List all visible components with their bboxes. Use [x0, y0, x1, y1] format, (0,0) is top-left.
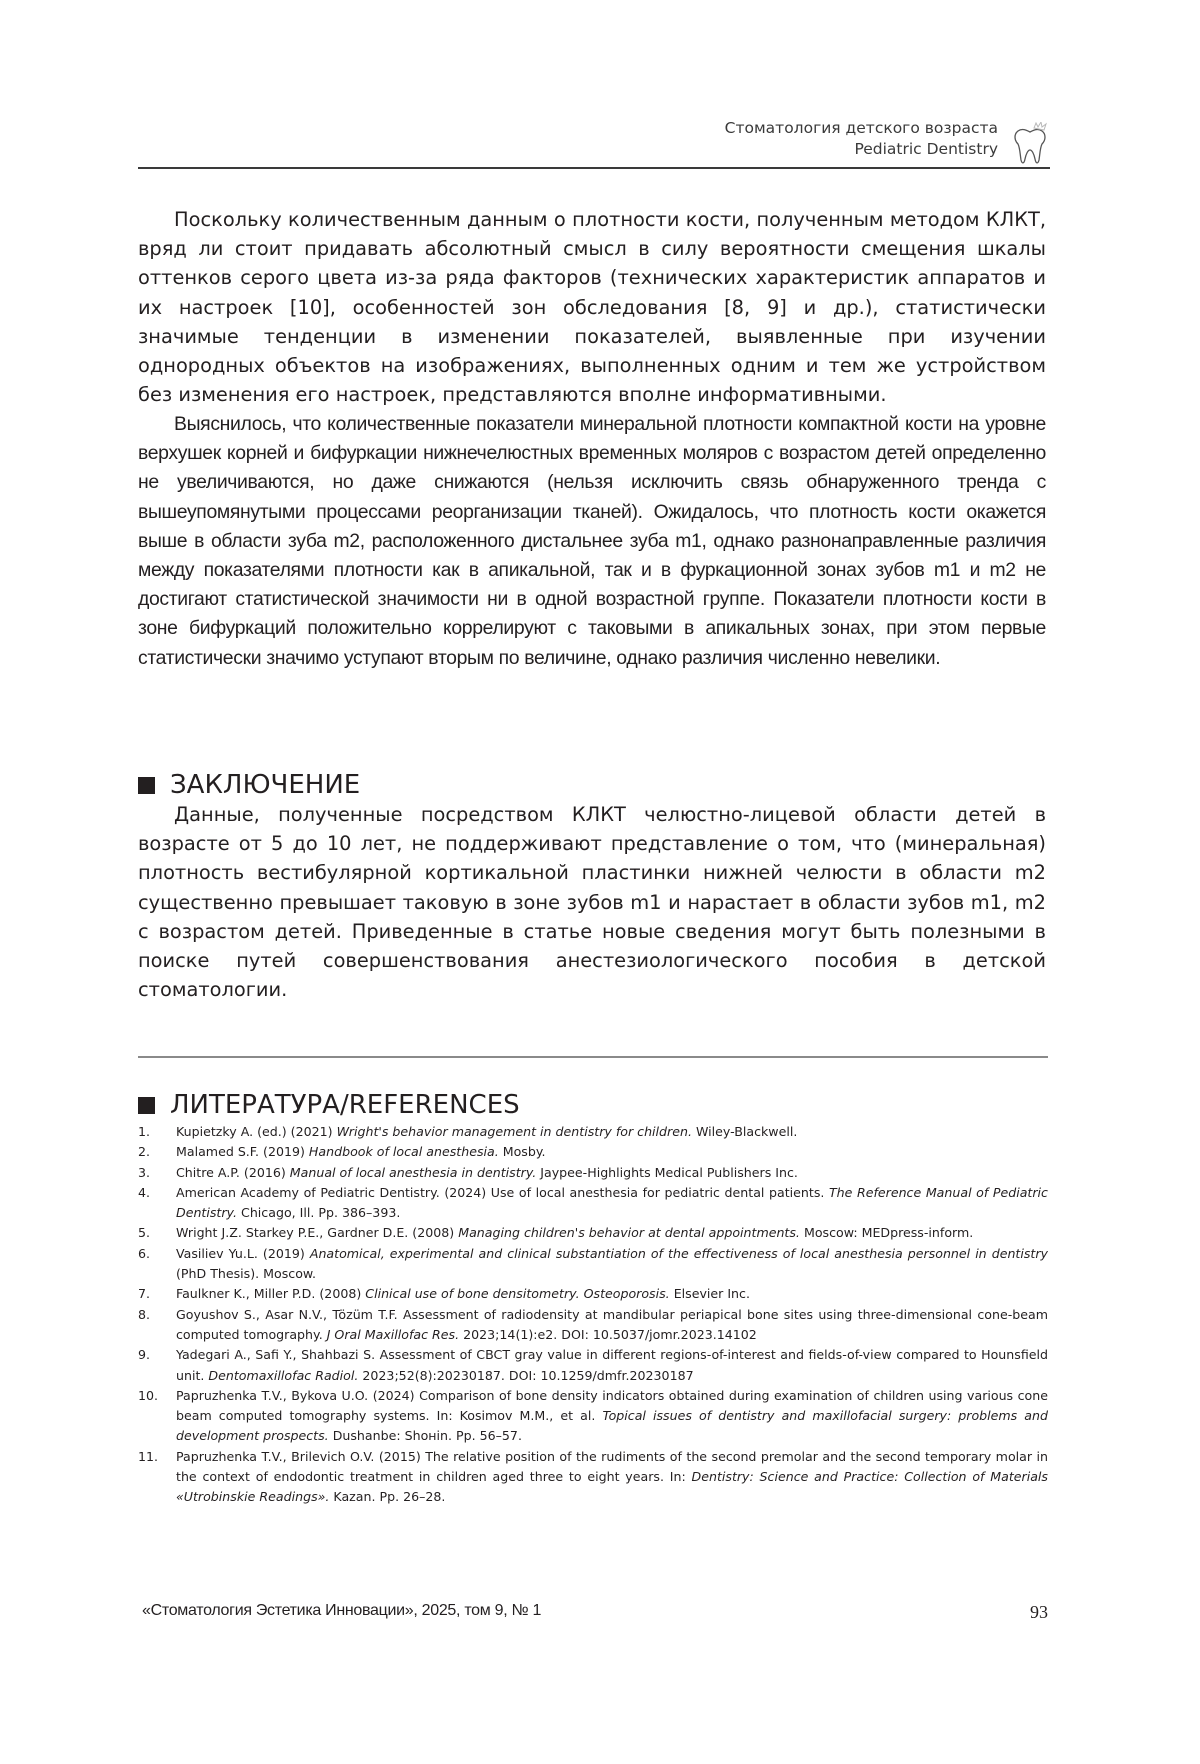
reference-item	[138, 1284, 1048, 1304]
reference-number: 3.	[138, 1164, 151, 1180]
header-title-en: Pediatric Dentistry	[854, 140, 998, 158]
reference-text: Faulkner K., Miller P.D. (2008)	[176, 1286, 366, 1302]
reference-item	[138, 1244, 1048, 1285]
conclusion-heading	[138, 770, 360, 800]
square-bullet-icon	[138, 777, 155, 794]
reference-number: 1.	[138, 1124, 151, 1139]
reference-number: 11.	[138, 1448, 159, 1464]
reference-publisher: 2023;14(1):e2. DOI: 10.5037/jomr.2023.14102	[459, 1326, 757, 1342]
reference-item	[138, 1386, 1048, 1447]
section-separator	[138, 1056, 1048, 1058]
reference-title: J Oral Maxillofac Res.	[326, 1326, 460, 1342]
reference-text: Papruzhenka T.V., Bykova U.O. (2024) Comparison of bone density indicators obtained during examination of children using various cone beam computed tomography systems. In: Kosimov M.M., et al.	[176, 1387, 1048, 1424]
header-rule	[138, 167, 1050, 169]
paragraph-text: Поскольку количественным данным о плотности кости, полученным методом КЛКТ, вряд ли стоит придавать абсолютный смысл в силу вероятности смещения шкалы оттенков серого цвета из-за ряда факторов (технических характеристик аппаратов и их настроек [10], особенностей зон обследования [8, 9] и др.), статистически значимые тенденции в изменении показателей, выявленные при изучении однородных объектов на изображениях, выполненных одним и тем же устройством без изменения его настроек, представляются вполне информативными.	[138, 208, 1046, 407]
reference-text: Wright J.Z. Starkey P.E., Gardner D.E. (2008)	[176, 1225, 459, 1241]
reference-number: 2.	[138, 1144, 151, 1160]
reference-publisher: Jaypee-Highlights Medical Publishers Inc.	[536, 1164, 798, 1180]
page-footer	[138, 1602, 1048, 1624]
running-header	[138, 118, 1050, 168]
reference-publisher: 2023;52(8):20230187. DOI: 10.1259/dmfr.20230187	[358, 1367, 694, 1383]
header-title	[725, 118, 998, 160]
references-heading-text: ЛИТЕРАТУРА/REFERENCES	[170, 1090, 520, 1120]
header-title-ru: Стоматология детского возраста	[724, 119, 998, 137]
reference-publisher: (PhD Thesis). Moscow.	[176, 1266, 317, 1282]
reference-title: Managing children's behavior at dental appointments.	[458, 1225, 800, 1241]
reference-text: Goyushov S., Asar N.V., Tözüm T.F. Assessment of radiodensity at mandibular periapical bone sites using three-dimensional cone-beam computed tomography.	[176, 1306, 1048, 1342]
reference-item	[138, 1447, 1048, 1508]
reference-title: Manual of local anesthesia in dentistry.	[289, 1164, 537, 1180]
paragraph-text: Данные, полученные посредством КЛКТ челюстно-лицевой области детей в возрасте от 5 до 10 лет, не поддерживают представление о том, что (минеральная) плотность вестибулярной кортикальной пластинки нижней челюсти в области m2 существенно превышает таковую в зоне зубов m1 и нарастает в области зубов m1, m2 с возрастом детей. Приведенные в статье новые сведения могут быть полезными в поиске путей совершенствования анестезиологического пособия в детской стоматологии.	[138, 803, 1046, 1002]
reference-item	[138, 1142, 1048, 1162]
reference-item	[138, 1183, 1048, 1224]
reference-text: Kupietzky A. (ed.) (2021)	[176, 1124, 337, 1139]
body-paragraph-1	[138, 205, 1046, 409]
reference-publisher: Elsevier Inc.	[669, 1286, 750, 1302]
reference-number: 8.	[138, 1306, 151, 1322]
reference-text: American Academy of Pediatric Dentistry. (2024) Use of local anesthesia for pediatric dental patients.	[176, 1184, 829, 1200]
reference-publisher: Dushanbe: Shoнin. Pp. 56–57.	[328, 1428, 522, 1444]
references-heading	[138, 1090, 520, 1120]
reference-title: The Reference Manual of Pediatric Dentistry.	[176, 1184, 1048, 1221]
reference-item	[138, 1223, 1048, 1243]
reference-number: 4.	[138, 1184, 151, 1200]
reference-title: Handbook of local anesthesia.	[308, 1144, 499, 1160]
reference-item	[138, 1163, 1048, 1183]
journal-citation: «Стоматология Эстетика Инновации», 2025, том 9, № 1	[142, 1602, 542, 1619]
reference-item	[138, 1122, 1048, 1142]
reference-publisher: Moscow: MEDpress-inform.	[799, 1225, 974, 1241]
reference-number: 9.	[138, 1347, 151, 1363]
reference-title: Dentistry: Science and Practice: Collection of Materials «Utrobinskie Readings».	[176, 1469, 1048, 1505]
paragraph-text: Выяснилось, что количественные показатели минеральной плотности компактной кости на уровне верхушек корней и бифуркации нижнечелюстных временных моляров с возрастом детей определенно не увеличиваются, но даже снижаются (нельзя исключить связь обнаруженного тренда с вышеупомянутыми процессами реорганизации тканей). Ожидалось, что плотность кости окажется выше в области зуба m2, расположенного дистальнее зуба m1, однако разнонаправленные различия между показателями плотности как в апикальной, так и в фуркационной зонах зубов m1 и m2 не достигают статистической значимости ни в одной возрастной группе. Показатели плотности кости в зоне бифуркаций положительно коррелируют с таковыми в апикальных зонах, при этом первые статистически значимо уступают вторым по величине, однако различия численно невелики.	[138, 413, 1046, 669]
reference-title: Wright's behavior management in dentistry for children.	[336, 1124, 692, 1139]
square-bullet-icon	[138, 1097, 155, 1114]
conclusion-heading-text: ЗАКЛЮЧЕНИЕ	[170, 770, 361, 800]
references-list	[138, 1122, 1048, 1508]
reference-text: Chitre A.P. (2016)	[176, 1164, 290, 1180]
reference-item	[138, 1305, 1048, 1346]
reference-publisher: Chicago, Ill. Pp. 386–393.	[237, 1205, 401, 1221]
reference-publisher: Mosby.	[498, 1144, 546, 1160]
reference-text: Vasiliev Yu.L. (2019)	[176, 1245, 310, 1261]
reference-publisher: Kazan. Pp. 26–28.	[329, 1489, 446, 1505]
reference-title: Dentomaxillofac Radiol.	[208, 1367, 359, 1383]
reference-text: Malamed S.F. (2019)	[176, 1144, 309, 1160]
reference-number: 7.	[138, 1286, 151, 1302]
page-number: 93	[1030, 1602, 1048, 1622]
conclusion-paragraph	[138, 800, 1046, 1004]
reference-number: 5.	[138, 1225, 151, 1241]
reference-item	[138, 1345, 1048, 1386]
tooth-with-crown-icon	[1010, 122, 1050, 166]
reference-title: Anatomical, experimental and clinical substantiation of the effectiveness of local anesthesia personnel in dentistry	[309, 1245, 1048, 1261]
reference-publisher: Wiley-Blackwell.	[691, 1124, 798, 1139]
reference-text: Papruzhenka T.V., Brilevich O.V. (2015) The relative position of the rudiments of the second premolar and the second temporary molar in the context of endodontic treatment in children aged three to eight years. In:	[176, 1448, 1048, 1485]
reference-number: 10.	[138, 1387, 159, 1403]
body-paragraph-2	[138, 410, 1046, 673]
reference-text: Yadegari A., Safi Y., Shahbazi S. Assessment of CBCT gray value in different regions-of-interest and fields-of-view compared to Hounsfield unit.	[176, 1347, 1048, 1383]
reference-number: 6.	[138, 1245, 151, 1261]
reference-title: Clinical use of bone densitometry. Osteoporosis.	[365, 1286, 670, 1302]
reference-title: Topical issues of dentistry and maxillofacial surgery: problems and development prospects.	[176, 1408, 1048, 1444]
